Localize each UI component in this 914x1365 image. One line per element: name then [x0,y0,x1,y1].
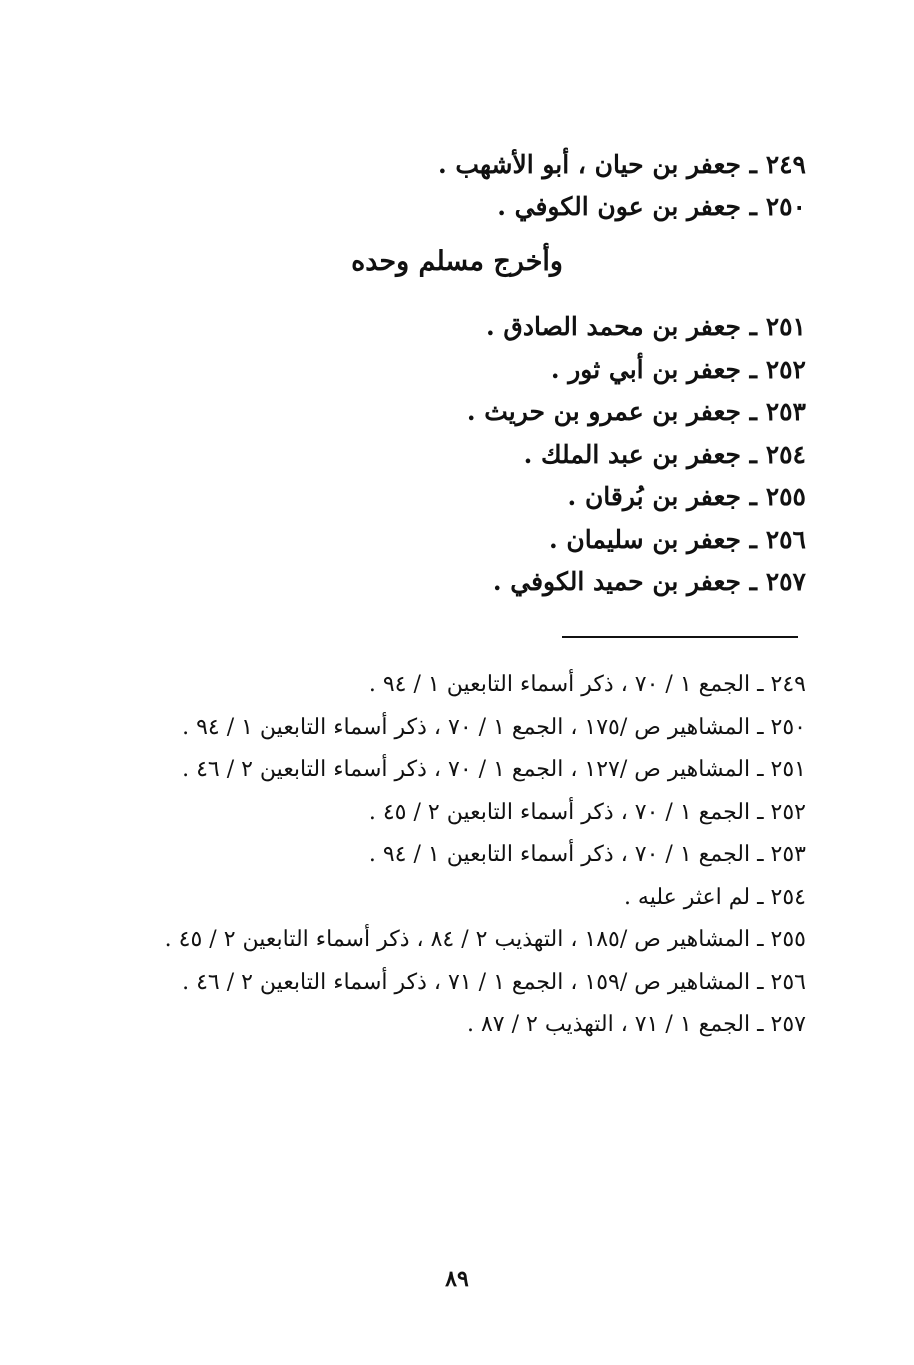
entry-255: ٢٥٥ ـ جعفر بن بُرقان . [567,482,806,511]
entry-249: ٢٤٩ ـ جعفر بن حيان ، أبو الأشهب . [438,150,806,179]
entries-top-list [186,144,806,228]
footnote-255: ٢٥٥ ـ المشاهير ص /١٨٥ ، التهذيب ٢ / ٨٤ ، ذكر أسماء التابعين ٢ / ٤٥ . [164,927,806,952]
page-number: ٨٩ [445,1266,469,1292]
footnote-253: ٢٥٣ ـ الجمع ١ / ٧٠ ، ذكر أسماء التابعين ١ / ٩٤ . [368,842,806,867]
entries-muslim-list [186,306,806,604]
entry-252: ٢٥٢ ـ جعفر بن أبي ثور . [550,354,806,384]
entry-250: ٢٥٠ ـ جعفر بن عون الكوفي . [497,192,806,221]
section-heading: وأخرج مسلم وحده [351,246,563,277]
entry-257: ٢٥٧ ـ جعفر بن حميد الكوفي . [492,567,806,596]
entry-253: ٢٥٣ ـ جعفر بن عمرو بن حريث . [466,397,806,426]
footnote-256: ٢٥٦ ـ المشاهير ص /١٥٩ ، الجمع ١ / ٧١ ، ذكر أسماء التابعين ٢ / ٤٦ . [182,969,806,995]
entry-256: ٢٥٦ ـ جعفر بن سليمان . [549,524,806,554]
footnote-251: ٢٥١ ـ المشاهير ص /١٢٧ ، الجمع ١ / ٧٠ ، ذكر أسماء التابعين ٢ / ٤٦ . [182,757,806,782]
footnote-250: ٢٥٠ ـ المشاهير ص /١٧٥ ، الجمع ١ / ٧٠ ، ذكر أسماء التابعين ١ / ٩٤ . [182,714,806,740]
footnote-252: ٢٥٢ ـ الجمع ١ / ٧٠ ، ذكر أسماء التابعين ٢ / ٤٥ . [368,799,806,825]
entry-251: ٢٥١ ـ جعفر بن محمد الصادق . [486,312,806,341]
footnotes [116,664,806,1047]
entry-254: ٢٥٤ ـ جعفر بن عبد الملك . [523,439,806,469]
footnote-separator [562,636,798,638]
footnote-249: ٢٤٩ ـ الجمع ١ / ٧٠ ، ذكر أسماء التابعين ١ / ٩٤ . [368,672,806,697]
footnote-257: ٢٥٧ ـ الجمع ١ / ٧١ ، التهذيب ٢ / ٨٧ . [466,1012,806,1037]
footnote-254: ٢٥٤ ـ لم اعثر عليه . [623,884,806,910]
